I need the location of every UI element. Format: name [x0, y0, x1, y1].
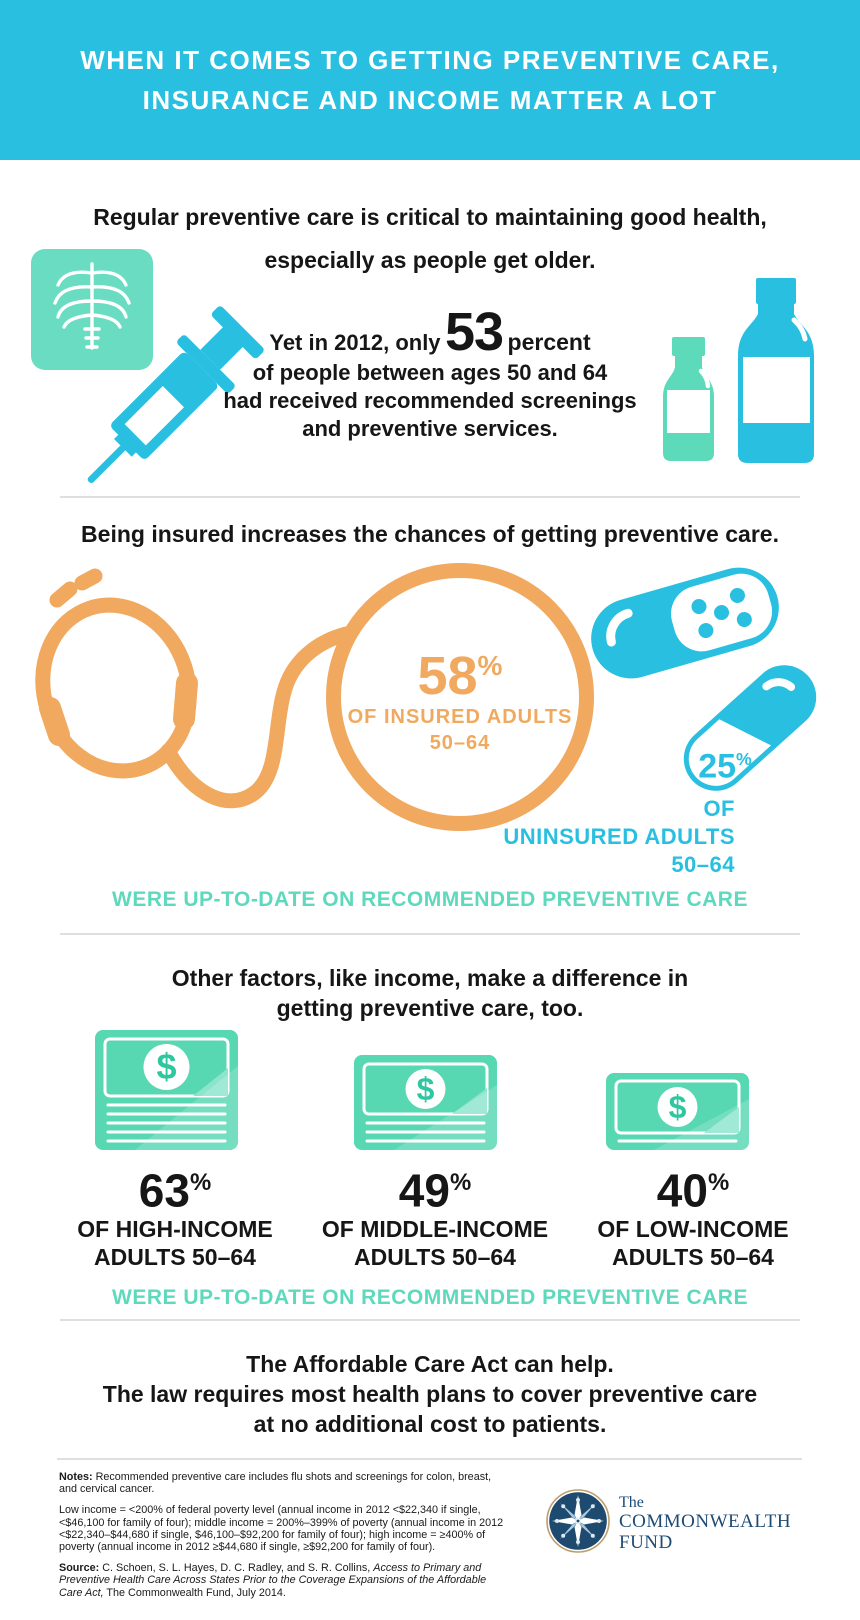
intro-stat-line2: of people between ages 50 and 64	[252, 360, 608, 385]
uninsured-percent-sign: %	[736, 749, 752, 769]
source-label: Source:	[59, 1562, 100, 1575]
middle-income-value	[305, 1158, 565, 1215]
insured-label-line2: 50–64	[429, 732, 491, 754]
pill-blister-icon	[579, 556, 791, 691]
intro-stat-line4: and preventive services.	[302, 416, 558, 441]
income-banner: WERE UP-TO-DATE ON RECOMMENDED PREVENTIVE CARE	[112, 1286, 748, 1309]
dollar-sign: $	[416, 1071, 435, 1107]
notes-paragraph	[59, 1471, 511, 1495]
middle-income-percent-sign: %	[449, 1169, 472, 1196]
medicine-bottle-small-icon	[655, 335, 721, 463]
page-title-line1: WHEN IT COMES TO GETTING PREVENTIVE CARE,	[80, 45, 780, 75]
footer-notes	[59, 1471, 511, 1608]
money-stack-medium-icon	[354, 1055, 497, 1150]
source-publisher: The Commonwealth Fund, July 2014.	[103, 1586, 286, 1599]
page-title-line2: INSURANCE AND INCOME MATTER A LOT	[142, 85, 718, 115]
income-heading-line2: getting preventive care, too.	[276, 995, 584, 1021]
source-authors: C. Schoen, S. L. Hayes, D. C. Radley, and S. R. Collins,	[99, 1562, 374, 1575]
logo-text-fund: FUND	[619, 1532, 673, 1553]
aca-line1: The Affordable Care Act can help.	[246, 1351, 614, 1377]
uninsured-value	[685, 742, 765, 786]
insured-stat-circle	[326, 563, 594, 831]
low-income-percent-sign: %	[707, 1169, 730, 1196]
low-income-label-line2: ADULTS 50–64	[612, 1244, 774, 1271]
dollar-sign: $	[668, 1089, 687, 1125]
aca-message	[0, 1349, 860, 1439]
insured-value	[417, 638, 502, 704]
dollar-sign: $	[156, 1046, 177, 1087]
income-col-low	[563, 1158, 823, 1271]
footer-divider	[57, 1458, 802, 1460]
money-stack-large-icon	[95, 1030, 238, 1150]
uninsured-label-line1: OF	[703, 796, 735, 821]
uninsured-value-number: 25	[698, 747, 737, 786]
stat-value-53: 53	[445, 302, 504, 362]
stethoscope-icon	[28, 556, 368, 846]
notes-label: Notes:	[59, 1471, 93, 1483]
logo-text-the: The	[619, 1494, 644, 1511]
income-col-high	[45, 1158, 305, 1271]
intro-heading-line1: Regular preventive care is critical to maintaining good health,	[93, 204, 767, 230]
high-income-value	[45, 1158, 305, 1215]
insured-banner: WERE UP-TO-DATE ON RECOMMENDED PREVENTIVE CARE	[112, 888, 748, 911]
logo-text-commonwealth: COMMONWEALTH	[619, 1511, 792, 1532]
high-income-label-line1: OF HIGH-INCOME	[77, 1216, 273, 1243]
insured-label-line1: OF INSURED ADULTS	[347, 706, 573, 728]
section-divider-1	[60, 496, 800, 498]
intro-heading-line2: especially as people get older.	[264, 247, 596, 273]
page-title	[0, 0, 860, 120]
insured-percent-sign: %	[477, 650, 503, 681]
middle-income-number: 49	[398, 1164, 450, 1217]
logo-text	[619, 1494, 839, 1553]
section-divider-2	[60, 933, 800, 935]
commonwealth-fund-logo	[546, 1489, 610, 1553]
income-heading	[0, 963, 860, 1023]
high-income-percent-sign: %	[189, 1169, 212, 1196]
intro-stat-line3: had received recommended screenings	[223, 388, 637, 413]
aca-line2: The law requires most health plans to cover preventive care	[102, 1381, 758, 1407]
uninsured-label-line3: 50–64	[671, 852, 735, 877]
low-income-number: 40	[656, 1164, 708, 1217]
intro-stat-line1	[215, 302, 645, 362]
high-income-number: 63	[138, 1164, 190, 1217]
aca-line3: at no additional cost to patients.	[253, 1411, 607, 1437]
income-heading-line1: Other factors, like income, make a difference in	[171, 965, 689, 991]
medicine-bottle-large-icon	[728, 276, 824, 463]
uninsured-label-line2: UNINSURED ADULTS	[503, 824, 735, 849]
insured-heading: Being insured increases the chances of getting preventive care.	[81, 521, 779, 547]
high-income-label-line2: ADULTS 50–64	[94, 1244, 256, 1271]
stat-prefix: Yet in 2012, only	[269, 330, 441, 355]
middle-income-label-line2: ADULTS 50–64	[354, 1244, 516, 1271]
income-col-middle	[305, 1158, 565, 1271]
uninsured-label	[435, 795, 735, 879]
money-stack-small-icon	[606, 1073, 749, 1150]
low-income-value	[563, 1158, 823, 1215]
insured-value-number: 58	[417, 646, 478, 706]
section-divider-3	[60, 1319, 800, 1321]
income-definitions: Low income = <200% of federal poverty level (annual income in 2012 <$22,340 if single, <$46,100 for family of four); middle income = 200%–399% of poverty (annual income in 2012 <$22,340–$44,680 if single, $46,100–$92,200 for family of four); high income = ≥400% of poverty (annual income in 2012 ≥$44,680 if single, ≥$92,200 for family of four).	[59, 1504, 504, 1554]
intro-stat	[215, 302, 645, 443]
header-banner	[0, 0, 860, 160]
source-title: Access to Primary and Preventive Health Care Across States Prior to the Coverage Expansions of the Affordable Care Act,	[59, 1562, 487, 1599]
low-income-label-line1: OF LOW-INCOME	[597, 1216, 789, 1243]
source-paragraph	[59, 1562, 511, 1599]
middle-income-label-line1: OF MIDDLE-INCOME	[321, 1216, 549, 1243]
notes-text: Recommended preventive care includes flu shots and screenings for colon, breast, and cervical cancer.	[59, 1471, 492, 1496]
stat-suffix: percent	[507, 329, 591, 355]
